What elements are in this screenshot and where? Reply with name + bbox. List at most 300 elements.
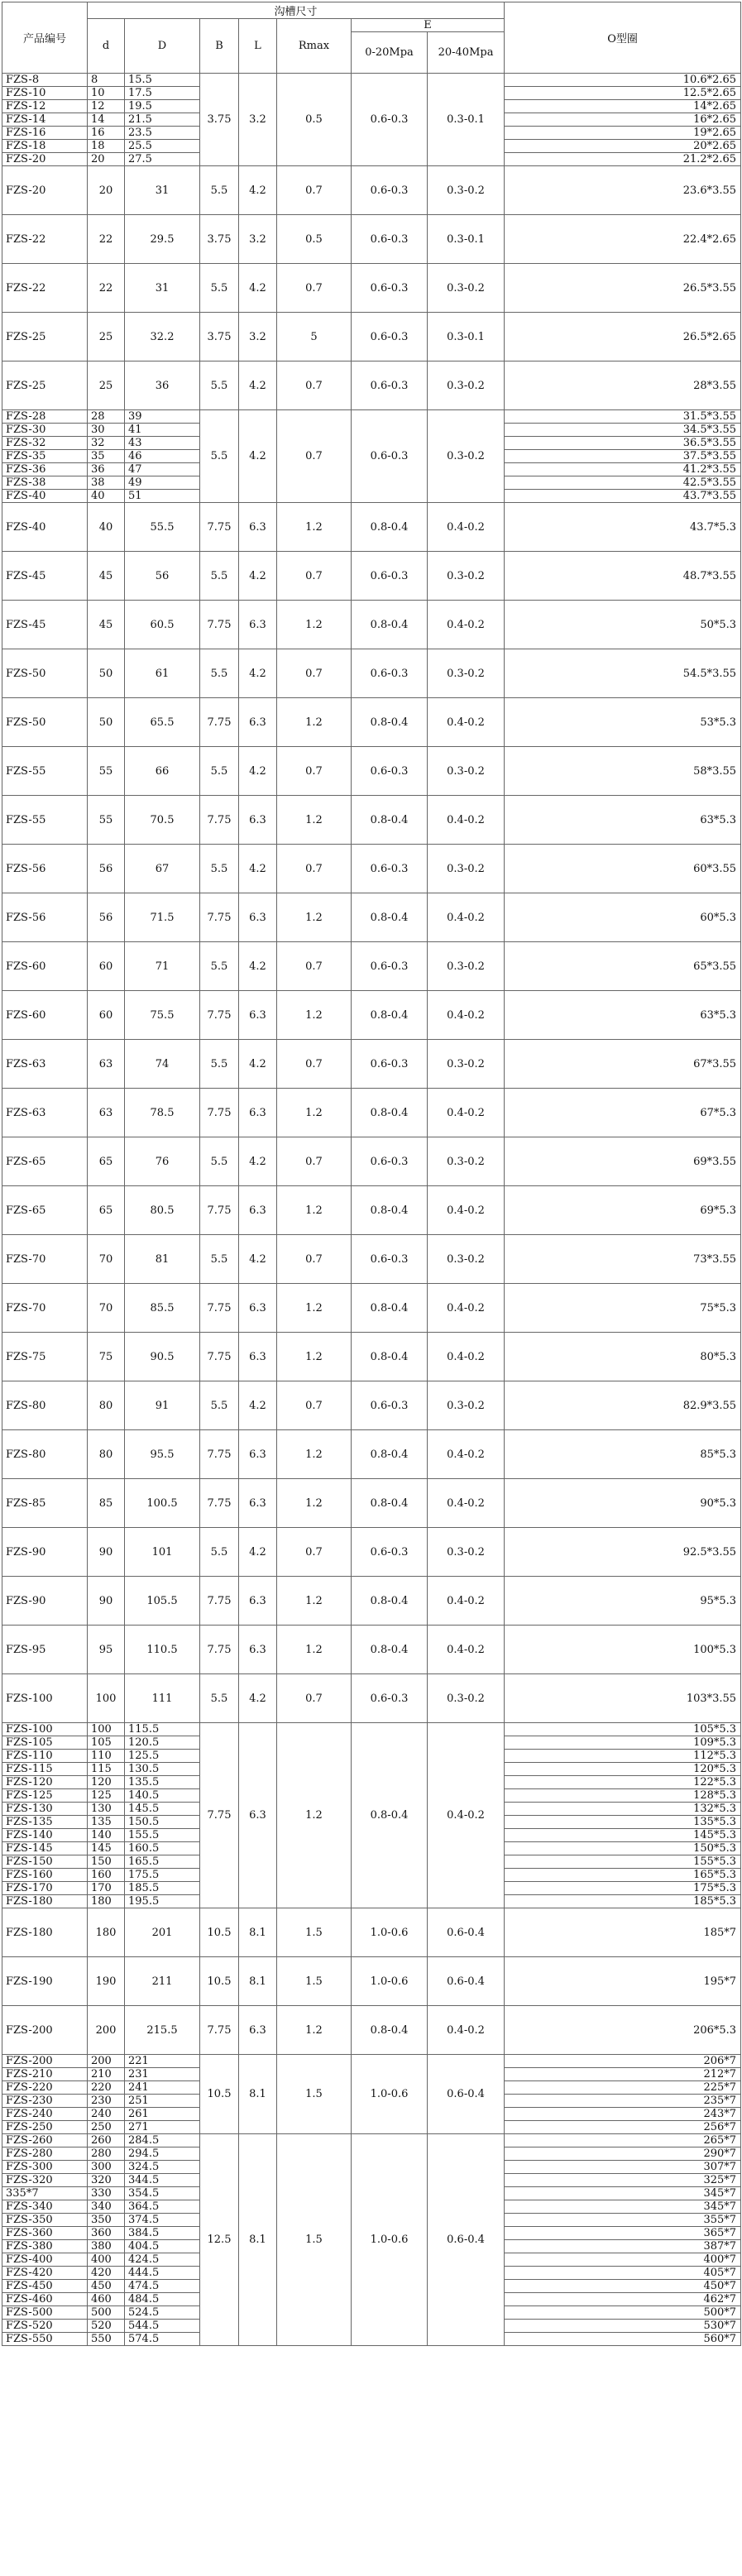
o-ring-cell: 42.5*3.55 xyxy=(505,476,741,490)
B-cell: 5.5 xyxy=(200,649,239,698)
D-cell: 160.5 xyxy=(125,1842,200,1855)
rmax-cell: 1.2 xyxy=(277,991,352,1040)
product-code-cell: FZS-80 xyxy=(2,1430,88,1479)
o-ring-cell: 23.6*3.55 xyxy=(505,166,741,215)
D-cell: 474.5 xyxy=(125,2280,200,2293)
L-cell: 6.3 xyxy=(239,1284,277,1333)
D-cell: 101 xyxy=(125,1528,200,1577)
e-0-20mpa-cell: 0.6-0.3 xyxy=(352,215,428,264)
d-cell: 85 xyxy=(88,1479,125,1528)
D-cell: 61 xyxy=(125,649,200,698)
rmax-cell: 1.2 xyxy=(277,1626,352,1674)
o-ring-cell: 90*5.3 xyxy=(505,1479,741,1528)
e-0-20mpa-cell: 0.8-0.4 xyxy=(352,893,428,942)
d-cell: 12 xyxy=(88,100,125,113)
e-0-20mpa-cell: 0.6-0.3 xyxy=(352,1381,428,1430)
B-cell: 7.75 xyxy=(200,1284,239,1333)
product-code-cell: 335*7 xyxy=(2,2187,88,2200)
e-20-40mpa-cell: 0.3-0.2 xyxy=(428,942,505,991)
o-ring-cell: 206*7 xyxy=(505,2055,741,2068)
d-cell: 55 xyxy=(88,747,125,796)
d-cell: 105 xyxy=(88,1736,125,1750)
product-code-cell: FZS-60 xyxy=(2,942,88,991)
table-row xyxy=(2,264,741,313)
e-0-20mpa-cell: 0.6-0.3 xyxy=(352,1674,428,1723)
rmax-cell: 0.7 xyxy=(277,1040,352,1089)
d-cell: 32 xyxy=(88,437,125,450)
B-cell: 7.75 xyxy=(200,698,239,747)
rmax-cell: 1.2 xyxy=(277,503,352,552)
e-0-20mpa-cell: 0.6-0.3 xyxy=(352,552,428,601)
e-20-40mpa-cell: 0.4-0.2 xyxy=(428,893,505,942)
L-header: L xyxy=(239,19,277,74)
D-cell: 75.5 xyxy=(125,991,200,1040)
e-0-20mpa-cell: 0.6-0.3 xyxy=(352,942,428,991)
d-cell: 280 xyxy=(88,2147,125,2161)
L-cell: 8.1 xyxy=(239,2055,277,2134)
o-ring-cell: 10.6*2.65 xyxy=(505,74,741,87)
o-ring-cell: 155*5.3 xyxy=(505,1855,741,1869)
o-ring-cell: 43.7*5.3 xyxy=(505,503,741,552)
e-20-40mpa-cell: 0.4-0.2 xyxy=(428,601,505,649)
rmax-cell: 1.2 xyxy=(277,796,352,845)
table-row xyxy=(2,166,741,215)
rmax-cell: 0.7 xyxy=(277,649,352,698)
e-0-20mpa-cell: 0.6-0.3 xyxy=(352,747,428,796)
D-cell: 17.5 xyxy=(125,87,200,100)
o-ring-cell: 16*2.65 xyxy=(505,113,741,127)
e-0-20mpa-cell: 0.6-0.3 xyxy=(352,1040,428,1089)
product-code-cell: FZS-460 xyxy=(2,2293,88,2306)
L-cell: 8.1 xyxy=(239,1908,277,1957)
d-cell: 145 xyxy=(88,1842,125,1855)
D-cell: 524.5 xyxy=(125,2306,200,2320)
B-cell: 5.5 xyxy=(200,410,239,503)
D-cell: 71 xyxy=(125,942,200,991)
D-cell: 354.5 xyxy=(125,2187,200,2200)
e-0-20mpa-cell: 0.6-0.3 xyxy=(352,166,428,215)
D-cell: 544.5 xyxy=(125,2320,200,2333)
D-cell: 284.5 xyxy=(125,2134,200,2147)
product-code-cell: FZS-56 xyxy=(2,893,88,942)
d-cell: 230 xyxy=(88,2095,125,2108)
D-cell: 21.5 xyxy=(125,113,200,127)
product-code-cell: FZS-550 xyxy=(2,2333,88,2346)
d-cell: 250 xyxy=(88,2121,125,2134)
d-cell: 110 xyxy=(88,1750,125,1763)
L-cell: 8.1 xyxy=(239,1957,277,2006)
e-20-40mpa-cell: 0.4-0.2 xyxy=(428,698,505,747)
D-cell: 384.5 xyxy=(125,2227,200,2240)
product-code-cell: FZS-16 xyxy=(2,127,88,140)
table-row xyxy=(2,796,741,845)
o-ring-cell: 243*7 xyxy=(505,2108,741,2121)
D-cell: 261 xyxy=(125,2108,200,2121)
e-0-20mpa-cell: 0.6-0.3 xyxy=(352,313,428,362)
product-code-cell: FZS-135 xyxy=(2,1816,88,1829)
o-ring-cell: 75*5.3 xyxy=(505,1284,741,1333)
o-ring-cell: 185*5.3 xyxy=(505,1895,741,1908)
rmax-cell: 0.7 xyxy=(277,942,352,991)
B-cell: 7.75 xyxy=(200,1626,239,1674)
o-ring-cell: 43.7*3.55 xyxy=(505,490,741,503)
D-cell: 155.5 xyxy=(125,1829,200,1842)
d-cell: 18 xyxy=(88,140,125,153)
product-code-cell: FZS-140 xyxy=(2,1829,88,1842)
product-code-cell: FZS-200 xyxy=(2,2006,88,2055)
e-20-40mpa-cell: 0.3-0.2 xyxy=(428,1381,505,1430)
o-ring-cell: 355*7 xyxy=(505,2214,741,2227)
table-row xyxy=(2,1674,741,1723)
e-0-20mpa-cell: 0.8-0.4 xyxy=(352,1284,428,1333)
L-cell: 6.3 xyxy=(239,2006,277,2055)
D-cell: 271 xyxy=(125,2121,200,2134)
o-ring-cell: 73*3.55 xyxy=(505,1235,741,1284)
e-20-40mpa-cell: 0.3-0.2 xyxy=(428,1235,505,1284)
L-cell: 6.3 xyxy=(239,601,277,649)
L-cell: 6.3 xyxy=(239,1577,277,1626)
o-ring-cell: 26.5*2.65 xyxy=(505,313,741,362)
D-cell: 43 xyxy=(125,437,200,450)
rmax-cell: 0.7 xyxy=(277,1528,352,1577)
product-code-cell: FZS-450 xyxy=(2,2280,88,2293)
product-code-cell: FZS-25 xyxy=(2,313,88,362)
o-ring-cell: 26.5*3.55 xyxy=(505,264,741,313)
D-cell: 78.5 xyxy=(125,1089,200,1137)
e-20-40mpa-cell: 0.4-0.2 xyxy=(428,1479,505,1528)
e-0-20mpa-cell: 0.8-0.4 xyxy=(352,991,428,1040)
L-cell: 6.3 xyxy=(239,991,277,1040)
D-cell: 404.5 xyxy=(125,2240,200,2253)
D-cell: 221 xyxy=(125,2055,200,2068)
rmax-cell: 1.5 xyxy=(277,1908,352,1957)
e-20-40mpa-cell: 0.4-0.2 xyxy=(428,2006,505,2055)
d-cell: 260 xyxy=(88,2134,125,2147)
o-ring-cell: 345*7 xyxy=(505,2187,741,2200)
d-cell: 45 xyxy=(88,601,125,649)
o-ring-cell: 307*7 xyxy=(505,2161,741,2174)
d-cell: 150 xyxy=(88,1855,125,1869)
product-code-cell: FZS-80 xyxy=(2,1381,88,1430)
B-cell: 5.5 xyxy=(200,552,239,601)
B-cell: 5.5 xyxy=(200,166,239,215)
o-ring-cell: 85*5.3 xyxy=(505,1430,741,1479)
table-row xyxy=(2,410,741,424)
o-ring-cell: 19*2.65 xyxy=(505,127,741,140)
B-cell: 7.75 xyxy=(200,1430,239,1479)
table-row xyxy=(2,1430,741,1479)
D-cell: 74 xyxy=(125,1040,200,1089)
table-row xyxy=(2,1577,741,1626)
D-cell: 100.5 xyxy=(125,1479,200,1528)
D-cell: 120.5 xyxy=(125,1736,200,1750)
o-ring-cell: 67*5.3 xyxy=(505,1089,741,1137)
product-code-cell: FZS-90 xyxy=(2,1577,88,1626)
o-ring-cell: 212*7 xyxy=(505,2068,741,2081)
rmax-cell: 1.2 xyxy=(277,601,352,649)
product-code-cell: FZS-320 xyxy=(2,2174,88,2187)
B-cell: 7.75 xyxy=(200,1577,239,1626)
product-code-cell: FZS-120 xyxy=(2,1776,88,1789)
rmax-cell: 5 xyxy=(277,313,352,362)
d-cell: 90 xyxy=(88,1528,125,1577)
rmax-cell: 1.2 xyxy=(277,1333,352,1381)
table-row xyxy=(2,313,741,362)
table-row xyxy=(2,1186,741,1235)
o-ring-cell: 109*5.3 xyxy=(505,1736,741,1750)
B-cell: 5.5 xyxy=(200,1040,239,1089)
d-cell: 115 xyxy=(88,1763,125,1776)
d-cell: 28 xyxy=(88,410,125,424)
e-20-40mpa-cell: 0.4-0.2 xyxy=(428,991,505,1040)
rmax-cell: 1.2 xyxy=(277,1186,352,1235)
o-ring-header: O型圈 xyxy=(505,2,741,74)
o-ring-cell: 530*7 xyxy=(505,2320,741,2333)
product-code-cell: FZS-38 xyxy=(2,476,88,490)
d-cell: 8 xyxy=(88,74,125,87)
rmax-cell: 0.7 xyxy=(277,1381,352,1430)
e-0-20mpa-cell: 0.8-0.4 xyxy=(352,503,428,552)
table-row xyxy=(2,1723,741,1736)
B-cell: 5.5 xyxy=(200,747,239,796)
B-cell: 7.75 xyxy=(200,991,239,1040)
d-cell: 40 xyxy=(88,490,125,503)
o-ring-cell: 290*7 xyxy=(505,2147,741,2161)
rmax-header: Rmax xyxy=(277,19,352,74)
rmax-cell: 0.5 xyxy=(277,215,352,264)
o-ring-cell: 20*2.65 xyxy=(505,140,741,153)
table-header xyxy=(2,2,741,74)
D-cell: 145.5 xyxy=(125,1803,200,1816)
e-20-40mpa-cell: 0.3-0.2 xyxy=(428,1528,505,1577)
e-0-20mpa-cell: 0.6-0.3 xyxy=(352,362,428,410)
rmax-cell: 1.5 xyxy=(277,2134,352,2346)
D-cell: 23.5 xyxy=(125,127,200,140)
table-row xyxy=(2,991,741,1040)
L-cell: 4.2 xyxy=(239,1137,277,1186)
d-cell: 22 xyxy=(88,215,125,264)
product-code-cell: FZS-70 xyxy=(2,1235,88,1284)
product-code-cell: FZS-160 xyxy=(2,1869,88,1882)
B-cell: 7.75 xyxy=(200,2006,239,2055)
product-code-cell: FZS-65 xyxy=(2,1186,88,1235)
table-row xyxy=(2,601,741,649)
d-cell: 500 xyxy=(88,2306,125,2320)
L-cell: 3.2 xyxy=(239,313,277,362)
o-ring-cell: 14*2.65 xyxy=(505,100,741,113)
o-ring-cell: 21.2*2.65 xyxy=(505,153,741,166)
B-cell: 5.5 xyxy=(200,1528,239,1577)
L-cell: 6.3 xyxy=(239,1626,277,1674)
table-row xyxy=(2,942,741,991)
e-0-20mpa-cell: 0.8-0.4 xyxy=(352,1577,428,1626)
B-cell: 12.5 xyxy=(200,2134,239,2346)
B-cell: 7.75 xyxy=(200,503,239,552)
e-0-20mpa-cell: 1.0-0.6 xyxy=(352,1908,428,1957)
product-code-cell: FZS-180 xyxy=(2,1908,88,1957)
d-cell: 210 xyxy=(88,2068,125,2081)
product-code-cell: FZS-22 xyxy=(2,264,88,313)
e-0-20mpa-cell: 0.6-0.3 xyxy=(352,1235,428,1284)
B-cell: 3.75 xyxy=(200,74,239,166)
product-code-cell: FZS-35 xyxy=(2,450,88,463)
table-row xyxy=(2,552,741,601)
o-ring-cell: 41.2*3.55 xyxy=(505,463,741,476)
d-cell: 60 xyxy=(88,942,125,991)
e-20-40mpa-cell: 0.4-0.2 xyxy=(428,1626,505,1674)
B-cell: 5.5 xyxy=(200,1381,239,1430)
product-code-cell: FZS-350 xyxy=(2,2214,88,2227)
e-20-40mpa-cell: 0.4-0.2 xyxy=(428,1577,505,1626)
product-code-cell: FZS-55 xyxy=(2,796,88,845)
d-cell: 135 xyxy=(88,1816,125,1829)
product-code-cell: FZS-50 xyxy=(2,698,88,747)
table-row xyxy=(2,1479,741,1528)
d-cell: 125 xyxy=(88,1789,125,1803)
o-ring-cell: 345*7 xyxy=(505,2200,741,2214)
d-cell: 420 xyxy=(88,2267,125,2280)
o-ring-cell: 185*7 xyxy=(505,1908,741,1957)
o-ring-cell: 34.5*3.55 xyxy=(505,424,741,437)
product-code-cell: FZS-95 xyxy=(2,1626,88,1674)
L-cell: 4.2 xyxy=(239,1528,277,1577)
D-cell: 444.5 xyxy=(125,2267,200,2280)
D-cell: 374.5 xyxy=(125,2214,200,2227)
D-cell: 31 xyxy=(125,166,200,215)
D-cell: 27.5 xyxy=(125,153,200,166)
d-cell: 360 xyxy=(88,2227,125,2240)
table-row xyxy=(2,1333,741,1381)
d-cell: 20 xyxy=(88,166,125,215)
D-cell: 201 xyxy=(125,1908,200,1957)
product-code-cell: FZS-30 xyxy=(2,424,88,437)
e-20-40mpa-cell: 0.3-0.1 xyxy=(428,74,505,166)
e-20-40mpa-cell: 0.3-0.1 xyxy=(428,313,505,362)
o-ring-cell: 22.4*2.65 xyxy=(505,215,741,264)
D-cell: 29.5 xyxy=(125,215,200,264)
d-cell: 200 xyxy=(88,2006,125,2055)
product-code-cell: FZS-12 xyxy=(2,100,88,113)
product-code-cell: FZS-105 xyxy=(2,1736,88,1750)
rmax-cell: 0.7 xyxy=(277,410,352,503)
B-cell: 3.75 xyxy=(200,313,239,362)
e-20-40mpa-cell: 0.3-0.2 xyxy=(428,264,505,313)
B-cell: 3.75 xyxy=(200,215,239,264)
product-code-cell: FZS-340 xyxy=(2,2200,88,2214)
d-cell: 100 xyxy=(88,1723,125,1736)
o-ring-cell: 48.7*3.55 xyxy=(505,552,741,601)
L-cell: 4.2 xyxy=(239,264,277,313)
rmax-cell: 0.5 xyxy=(277,74,352,166)
product-code-cell: FZS-75 xyxy=(2,1333,88,1381)
o-ring-cell: 69*5.3 xyxy=(505,1186,741,1235)
rmax-cell: 1.2 xyxy=(277,893,352,942)
D-cell: 211 xyxy=(125,1957,200,2006)
D-cell: 110.5 xyxy=(125,1626,200,1674)
e-20-40mpa-cell: 0.3-0.2 xyxy=(428,362,505,410)
e-0-20mpa-cell: 0.8-0.4 xyxy=(352,1626,428,1674)
D-cell: 70.5 xyxy=(125,796,200,845)
table-row xyxy=(2,1626,741,1674)
e-20-40mpa-cell: 0.6-0.4 xyxy=(428,1957,505,2006)
o-ring-cell: 325*7 xyxy=(505,2174,741,2187)
rmax-cell: 1.5 xyxy=(277,2055,352,2134)
table-row xyxy=(2,1040,741,1089)
B-cell: 5.5 xyxy=(200,1235,239,1284)
D-cell: 344.5 xyxy=(125,2174,200,2187)
D-cell: 76 xyxy=(125,1137,200,1186)
product-code-cell: FZS-40 xyxy=(2,490,88,503)
rmax-cell: 0.7 xyxy=(277,845,352,893)
o-ring-cell: 122*5.3 xyxy=(505,1776,741,1789)
product-code-cell: FZS-20 xyxy=(2,166,88,215)
o-ring-cell: 132*5.3 xyxy=(505,1803,741,1816)
rmax-cell: 1.2 xyxy=(277,2006,352,2055)
d-cell: 25 xyxy=(88,362,125,410)
product-code-cell: FZS-45 xyxy=(2,552,88,601)
rmax-cell: 0.7 xyxy=(277,1235,352,1284)
product-code-cell: FZS-145 xyxy=(2,1842,88,1855)
product-code-cell: FZS-60 xyxy=(2,991,88,1040)
L-cell: 4.2 xyxy=(239,845,277,893)
e-0-20mpa-cell: 0.6-0.3 xyxy=(352,649,428,698)
D-cell: 56 xyxy=(125,552,200,601)
e-20-40mpa-cell: 0.3-0.2 xyxy=(428,410,505,503)
table-body xyxy=(2,74,741,2346)
D-cell: 185.5 xyxy=(125,1882,200,1895)
o-ring-cell: 50*5.3 xyxy=(505,601,741,649)
o-ring-cell: 105*5.3 xyxy=(505,1723,741,1736)
product-code-cell: FZS-125 xyxy=(2,1789,88,1803)
d-cell: 400 xyxy=(88,2253,125,2267)
d-cell: 50 xyxy=(88,698,125,747)
product-code-cell: FZS-520 xyxy=(2,2320,88,2333)
D-header: D xyxy=(125,19,200,74)
product-code-cell: FZS-180 xyxy=(2,1895,88,1908)
D-cell: 165.5 xyxy=(125,1855,200,1869)
table-row xyxy=(2,362,741,410)
D-cell: 25.5 xyxy=(125,140,200,153)
d-cell: 56 xyxy=(88,845,125,893)
rmax-cell: 0.7 xyxy=(277,166,352,215)
B-cell: 5.5 xyxy=(200,1674,239,1723)
D-cell: 95.5 xyxy=(125,1430,200,1479)
d-cell: 10 xyxy=(88,87,125,100)
o-ring-cell: 58*3.55 xyxy=(505,747,741,796)
product-code-cell: FZS-200 xyxy=(2,2055,88,2068)
rmax-cell: 1.5 xyxy=(277,1957,352,2006)
e-0-20mpa-cell: 0.6-0.3 xyxy=(352,1137,428,1186)
table-row xyxy=(2,74,741,87)
L-cell: 4.2 xyxy=(239,942,277,991)
product-code-cell: FZS-300 xyxy=(2,2161,88,2174)
table-row xyxy=(2,1235,741,1284)
L-cell: 4.2 xyxy=(239,649,277,698)
L-cell: 4.2 xyxy=(239,747,277,796)
D-cell: 39 xyxy=(125,410,200,424)
B-cell: 5.5 xyxy=(200,362,239,410)
D-cell: 574.5 xyxy=(125,2333,200,2346)
e-20-40mpa-cell: 0.6-0.4 xyxy=(428,2055,505,2134)
e-20-40mpa-cell: 0.4-0.2 xyxy=(428,1284,505,1333)
table-row xyxy=(2,1137,741,1186)
table-row xyxy=(2,1528,741,1577)
e-20-40mpa-cell: 0.3-0.2 xyxy=(428,552,505,601)
o-ring-cell: 82.9*3.55 xyxy=(505,1381,741,1430)
B-cell: 7.75 xyxy=(200,1089,239,1137)
D-cell: 36 xyxy=(125,362,200,410)
product-code-cell: FZS-190 xyxy=(2,1957,88,2006)
